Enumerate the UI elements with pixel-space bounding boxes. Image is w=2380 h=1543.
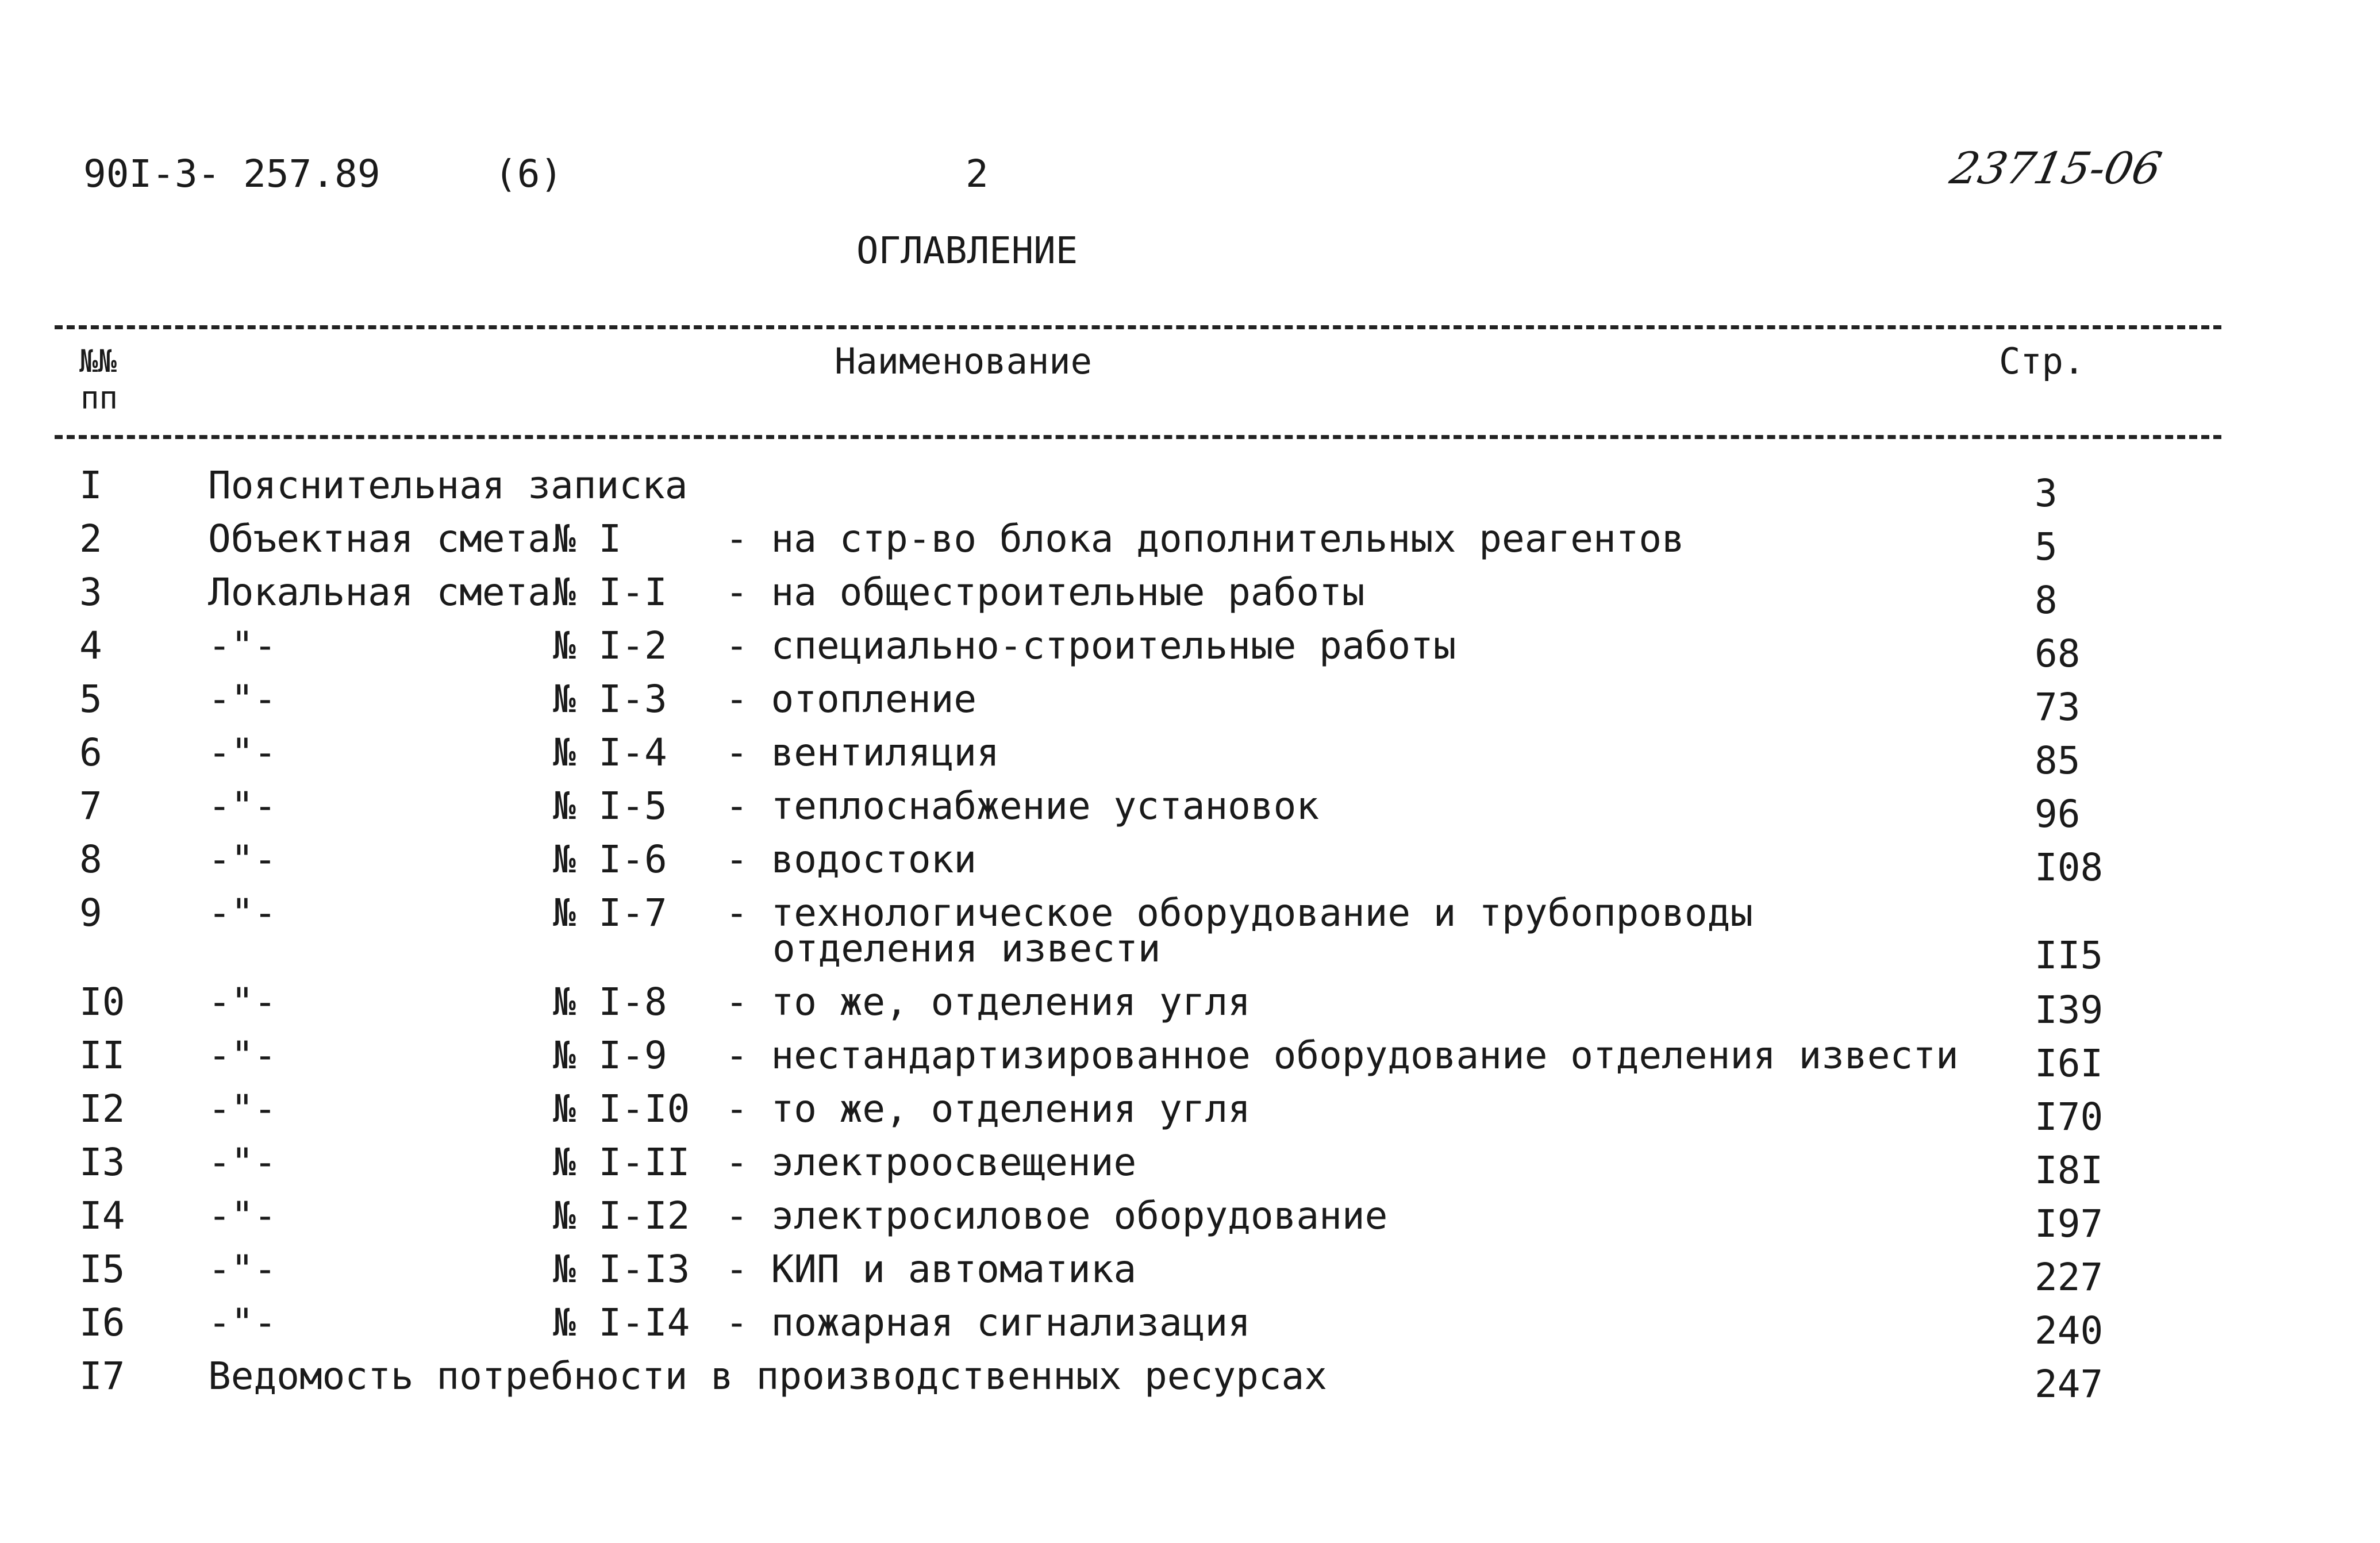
document-code: 90I-3- 257.89 bbox=[83, 152, 380, 196]
row-estimate-ref: № I-I0 bbox=[553, 1087, 690, 1131]
row-number: I5 bbox=[79, 1247, 125, 1291]
column-header-name: Наименование bbox=[835, 340, 1092, 382]
row-description: - водостоки bbox=[725, 837, 977, 882]
row-page: I08 bbox=[2035, 845, 2104, 890]
row-title: -"- bbox=[208, 891, 277, 935]
row-description: - вентиляция bbox=[725, 730, 999, 775]
row-description: - теплоснабжение установок bbox=[725, 784, 1320, 828]
row-page: 8 bbox=[2035, 578, 2058, 622]
row-title: -"- bbox=[208, 730, 277, 775]
row-number: I4 bbox=[79, 1194, 125, 1238]
row-estimate-ref: № I-II bbox=[553, 1140, 690, 1184]
row-estimate-ref: № I-I3 bbox=[553, 1247, 690, 1291]
row-title: -"- bbox=[208, 1087, 277, 1131]
row-title: -"- bbox=[208, 677, 277, 721]
row-title: Ведомость потребности в производственных ресурсах bbox=[208, 1354, 1328, 1398]
row-number: 2 bbox=[79, 517, 102, 561]
row-number: II bbox=[79, 1033, 125, 1078]
row-title: -"- bbox=[208, 980, 277, 1024]
row-number: I3 bbox=[79, 1140, 125, 1184]
row-description: - технологическое оборудование и трубопроводы bbox=[725, 891, 1754, 935]
row-estimate-ref: № I-5 bbox=[553, 784, 667, 828]
row-title: -"- bbox=[208, 784, 277, 828]
row-description: - электросиловое оборудование bbox=[725, 1194, 1388, 1238]
row-description: - КИП и автоматика bbox=[725, 1247, 1137, 1291]
row-page: 3 bbox=[2035, 471, 2058, 515]
row-title: -"- bbox=[208, 837, 277, 882]
row-title: -"- bbox=[208, 1033, 277, 1078]
row-estimate-ref: № I-7 bbox=[553, 891, 667, 935]
table-rule-header bbox=[55, 435, 2221, 439]
row-page: II5 bbox=[2035, 933, 2104, 978]
row-estimate-ref: № I-I bbox=[553, 570, 667, 614]
row-page: 68 bbox=[2035, 632, 2081, 676]
row-title: -"- bbox=[208, 1194, 277, 1238]
row-description: - на общестроительные работы bbox=[725, 570, 1365, 614]
row-title: -"- bbox=[208, 1300, 277, 1345]
row-estimate-ref: № I bbox=[553, 517, 622, 561]
column-header-page: Стр. bbox=[1999, 340, 2085, 382]
row-estimate-ref: № I-4 bbox=[553, 730, 667, 775]
row-page: I97 bbox=[2035, 1202, 2104, 1246]
row-estimate-ref: № I-6 bbox=[553, 837, 667, 882]
row-page: 85 bbox=[2035, 738, 2081, 783]
row-estimate-ref: № I-I2 bbox=[553, 1194, 690, 1238]
row-number: I7 bbox=[79, 1354, 125, 1398]
row-page: 247 bbox=[2035, 1362, 2104, 1406]
row-title: -"- bbox=[208, 624, 277, 668]
row-number: 4 bbox=[79, 624, 102, 668]
row-estimate-ref: № I-I4 bbox=[553, 1300, 690, 1345]
row-description: - то же, отделения угля bbox=[725, 1087, 1251, 1131]
row-description: - отопление bbox=[725, 677, 977, 721]
row-page: 240 bbox=[2035, 1309, 2104, 1353]
row-description: - пожарная сигнализация bbox=[725, 1300, 1251, 1345]
row-estimate-ref: № I-3 bbox=[553, 677, 667, 721]
handwritten-number: 23715-06 bbox=[1945, 143, 2166, 194]
row-number: I0 bbox=[79, 980, 125, 1024]
part-number: (6) bbox=[494, 152, 563, 196]
row-page: 5 bbox=[2035, 525, 2058, 569]
row-description: - электроосвещение bbox=[725, 1140, 1137, 1184]
row-title: Локальная смета bbox=[208, 570, 551, 614]
row-page: 96 bbox=[2035, 792, 2081, 836]
row-page: I6I bbox=[2035, 1041, 2104, 1086]
row-description: - нестандартизированное оборудование отделения извести bbox=[725, 1033, 1959, 1078]
row-number: 6 bbox=[79, 730, 102, 775]
row-number: 5 bbox=[79, 677, 102, 721]
row-page: 227 bbox=[2035, 1255, 2104, 1299]
row-number: I2 bbox=[79, 1087, 125, 1131]
row-estimate-ref: № I-9 bbox=[553, 1033, 667, 1078]
row-description-cont: отделения извести bbox=[772, 926, 1161, 971]
row-estimate-ref: № I-8 bbox=[553, 980, 667, 1024]
row-number: 7 bbox=[79, 784, 102, 828]
row-number: I6 bbox=[79, 1300, 125, 1345]
row-page: I70 bbox=[2035, 1095, 2104, 1139]
row-title: Пояснительная записка bbox=[208, 463, 688, 507]
row-number: 9 bbox=[79, 891, 102, 935]
toc-title: ОГЛАВЛЕНИЕ bbox=[856, 230, 1078, 272]
row-page: I39 bbox=[2035, 988, 2104, 1032]
row-number: I bbox=[79, 463, 102, 507]
row-description: - то же, отделения угля bbox=[725, 980, 1251, 1024]
row-title: Объектная смета bbox=[208, 517, 551, 561]
column-header-number: №№ bbox=[79, 343, 117, 379]
row-title: -"- bbox=[208, 1247, 277, 1291]
row-title: -"- bbox=[208, 1140, 277, 1184]
row-description: - на стр-во блока дополнительных реагентов bbox=[725, 517, 1685, 561]
row-description: - специально-строительные работы bbox=[725, 624, 1456, 668]
row-page: 73 bbox=[2035, 685, 2081, 729]
row-number: 8 bbox=[79, 837, 102, 882]
table-rule-top bbox=[55, 325, 2221, 329]
row-page: I8I bbox=[2035, 1148, 2104, 1192]
column-header-number-sub: пп bbox=[80, 380, 118, 416]
row-estimate-ref: № I-2 bbox=[553, 624, 667, 668]
page-number: 2 bbox=[966, 152, 989, 196]
row-number: 3 bbox=[79, 570, 102, 614]
